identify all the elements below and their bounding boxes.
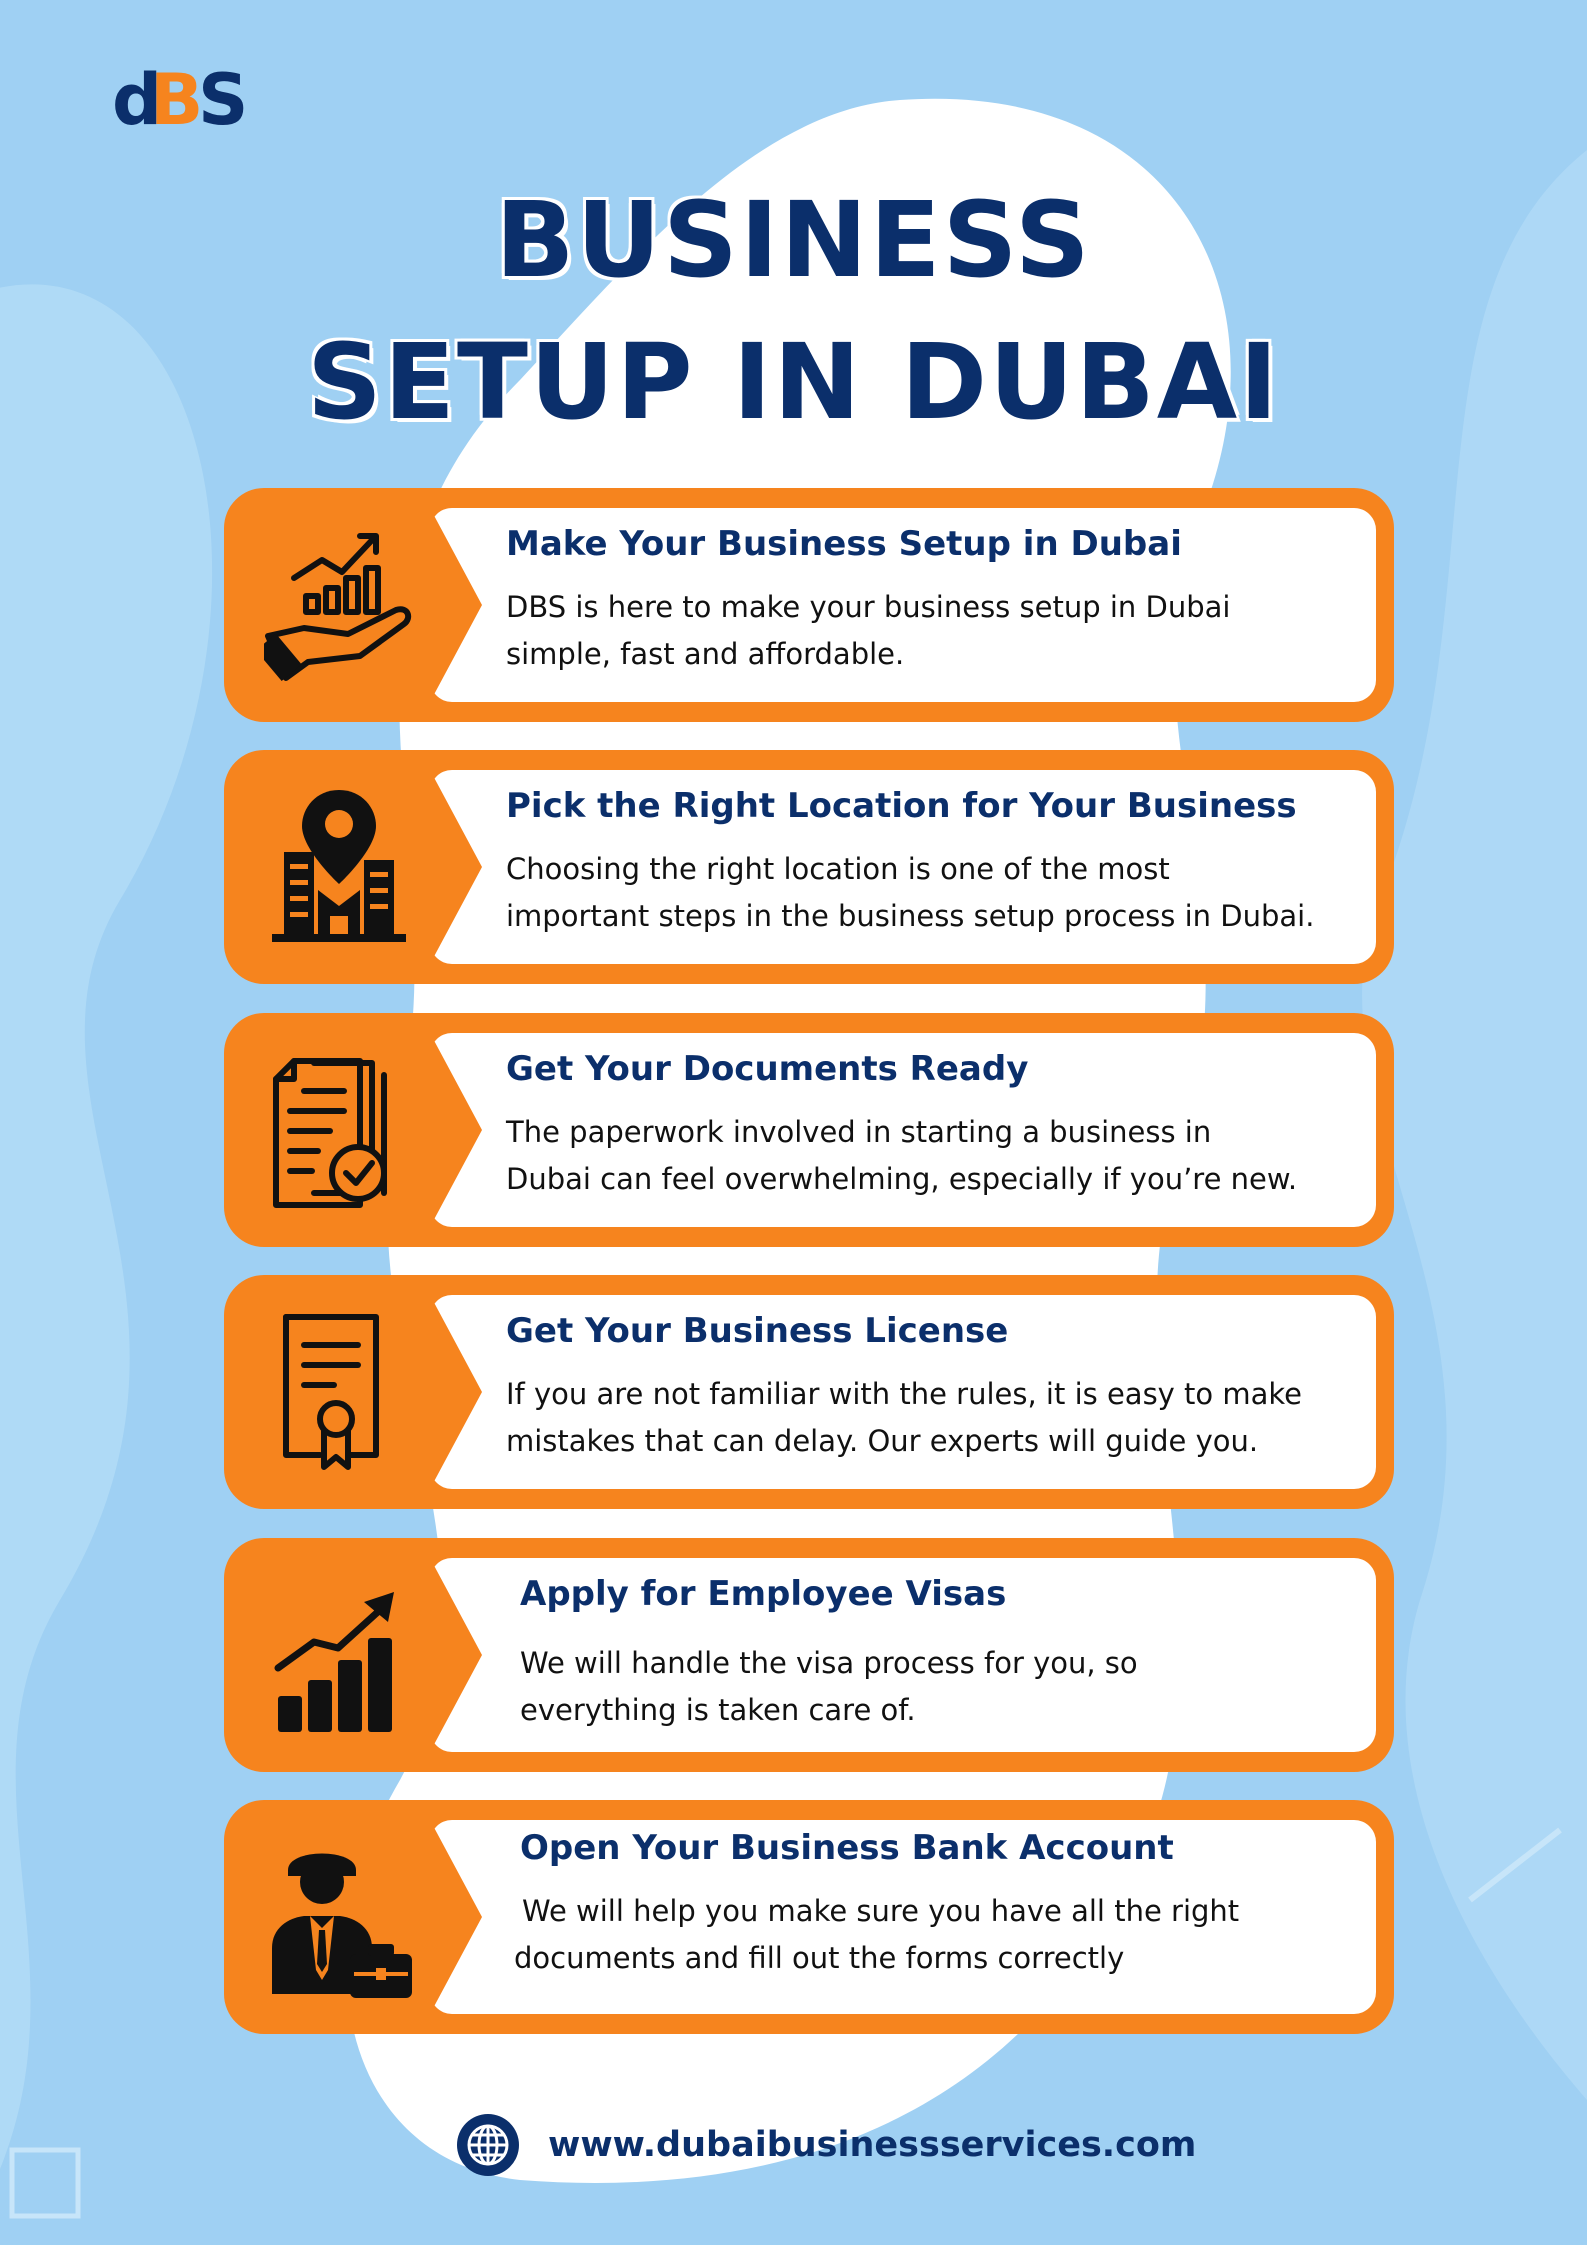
desc-line-1: We will help you make sure you have all the right: [522, 1894, 1240, 1928]
step-heading: Make Your Business Setup in Dubai: [506, 524, 1182, 564]
desc-line-1: If you are not familiar with the rules, it is easy to make: [506, 1377, 1303, 1411]
step-description: [506, 584, 1376, 678]
step-description: [506, 1109, 1376, 1203]
globe-icon: [456, 2113, 520, 2177]
step-description: [520, 1640, 1390, 1734]
step-heading: Get Your Business License: [506, 1311, 1009, 1351]
step-heading: Apply for Employee Visas: [520, 1574, 1007, 1614]
step-card-setup: [224, 488, 1394, 722]
footer-website[interactable]: [456, 2110, 1256, 2180]
step-card-license: [224, 1275, 1394, 1509]
growth-bar-chart-icon: [264, 1568, 414, 1742]
desc-line-2: documents and fill out the forms correctly: [514, 1941, 1125, 1975]
svg-text:d: d: [112, 59, 163, 141]
desc-line-2: mistakes that can delay. Our experts will guide you.: [506, 1424, 1259, 1458]
step-heading: Get Your Documents Ready: [506, 1049, 1029, 1089]
step-description: [514, 1888, 1384, 1982]
step-card-location: [224, 750, 1394, 984]
step-heading: Open Your Business Bank Account: [520, 1828, 1174, 1868]
certificate-license-icon: [264, 1305, 414, 1479]
desc-line-2: Dubai can feel overwhelming, especially if you’re new.: [506, 1162, 1298, 1196]
desc-line-2: simple, fast and affordable.: [506, 637, 905, 671]
desc-line-2: everything is taken care of.: [520, 1693, 916, 1727]
desc-line-1: DBS is here to make your business setup in Dubai: [506, 590, 1231, 624]
location-buildings-icon: [264, 780, 414, 954]
website-url-link[interactable]: www.dubaibusinessservices.com: [548, 2125, 1197, 2165]
desc-line-2: important steps in the business setup process in Dubai.: [506, 899, 1315, 933]
svg-text:B: B: [150, 59, 204, 141]
step-description: [506, 846, 1376, 940]
step-card-visas: [224, 1538, 1394, 1772]
step-card-documents: [224, 1013, 1394, 1247]
step-description: [506, 1371, 1376, 1465]
desc-line-1: We will handle the visa process for you, so: [520, 1646, 1138, 1680]
documents-check-icon: [264, 1043, 414, 1217]
svg-text:S: S: [198, 59, 249, 141]
businessman-briefcase-icon: [264, 1830, 414, 2004]
step-card-bank-account: [224, 1800, 1394, 2034]
desc-line-1: The paperwork involved in starting a business in: [506, 1115, 1212, 1149]
hand-growth-chart-icon: [264, 518, 414, 692]
dbs-logo: [112, 52, 262, 142]
page-title-line-2: SETUP IN DUBAI: [307, 321, 1280, 443]
page-title-line-1: BUSINESS: [495, 179, 1092, 301]
desc-line-1: Choosing the right location is one of the most: [506, 852, 1170, 886]
step-heading: Pick the Right Location for Your Business: [506, 786, 1297, 826]
